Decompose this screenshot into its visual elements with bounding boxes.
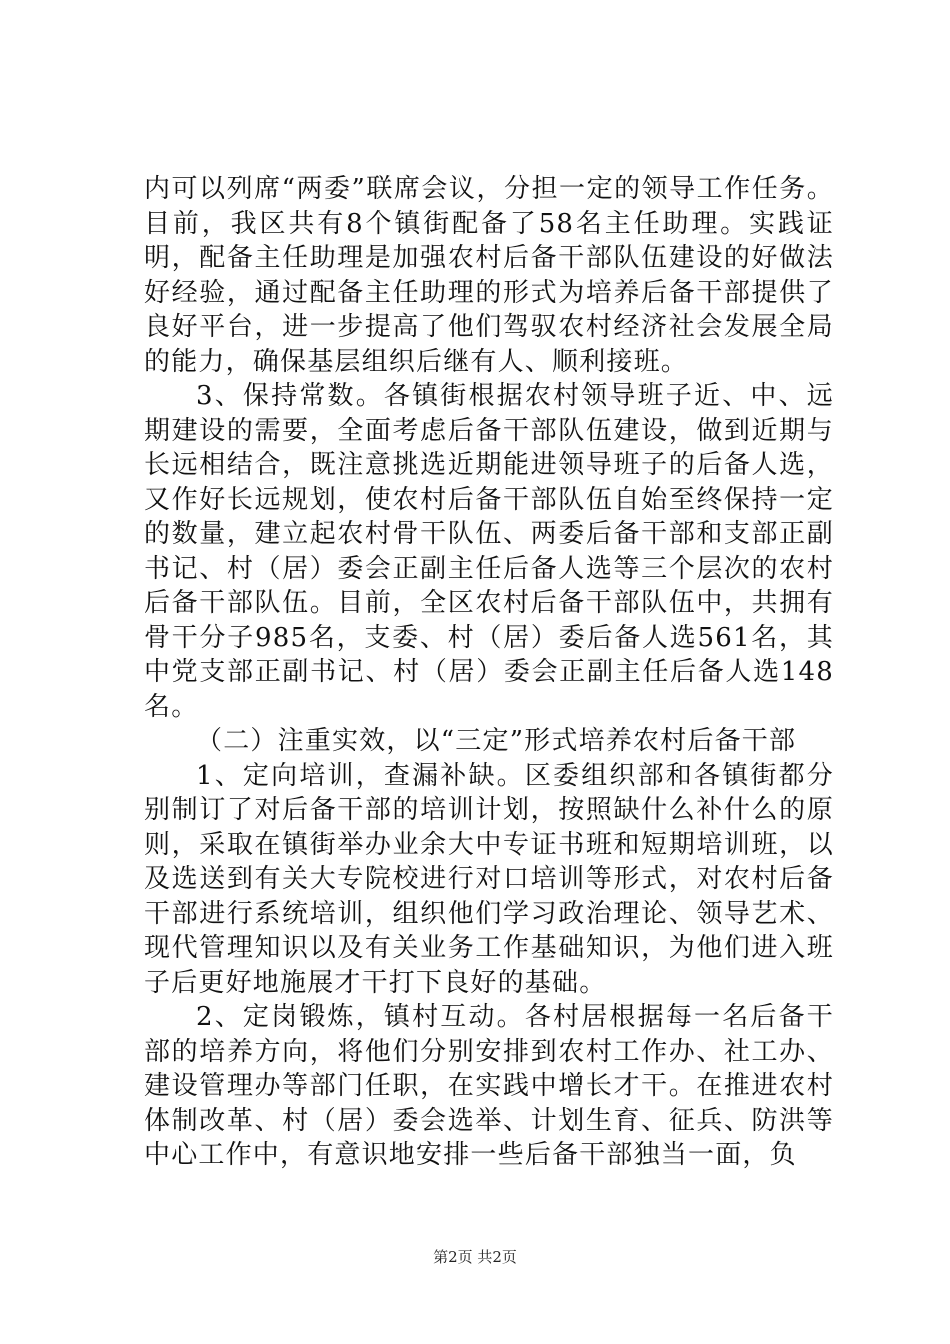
paragraph-directed-training: 1、定向培训，查漏补缺。区委组织部和各镇街都分别制订了对后备干部的培训计划，按照缺什么补什么的原则，采取在镇街举办业余大中专证书班和短期培训班，以及选送到有关大专院校进行对口培训等形式，对农村后备干部进行系统培训，组织他们学习政治理论、领导艺术、现代管理知识以及有关业务工作基础知识，为他们进入班子后更好地施展才干打下良好的基础。 — [144, 760, 834, 998]
section-heading: （二）注重实效，以“三定”形式培养农村后备干部 — [196, 726, 797, 756]
paragraph-continuation: 内可以列席“两委”联席会议，分担一定的领导工作任务。目前，我区共有8个镇街配备了58名主任助理。实践证明，配备主任助理是加强农村后备干部队伍建设的好做法好经验，通过配备主任助理的形式为培养后备干部提供了良好平台，进一步提高了他们驾驭农村经济社会发展全局的能力，确保基层组织后继有人、顺利接班。 — [144, 174, 834, 377]
paragraph-post-training: 2、定岗锻炼，镇村互动。各村居根据每一名后备干部的培养方向，将他们分别安排到农村工作办、社工办、建设管理办等部门任职，在实践中增长才干。在推进农村体制改革、村（居）委会选举、计划生育、征兵、防洪等中心工作中，有意识地安排一些后备干部独当一面，负 — [144, 1002, 834, 1170]
page-footer: 第2页 共2页 — [433, 1248, 517, 1266]
document-body — [144, 172, 834, 1173]
paragraph-keep-numbers: 3、保持常数。各镇街根据农村领导班子近、中、远期建设的需要，全面考虑后备干部队伍建设，做到近期与长远相结合，既注意挑选近期能进领导班子的后备人选，又作好长远规划，使农村后备干部队伍自始至终保持一定的数量，建立起农村骨干队伍、两委后备干部和支部正副书记、村（居）委会正副主任后备人选等三个层次的农村后备干部队伍。目前，全区农村后备干部队伍中，共拥有骨干分子985名，支委、村（居）委后备人选561名，其中党支部正副书记、村（居）委会正副主任后备人选148名。 — [144, 381, 834, 722]
